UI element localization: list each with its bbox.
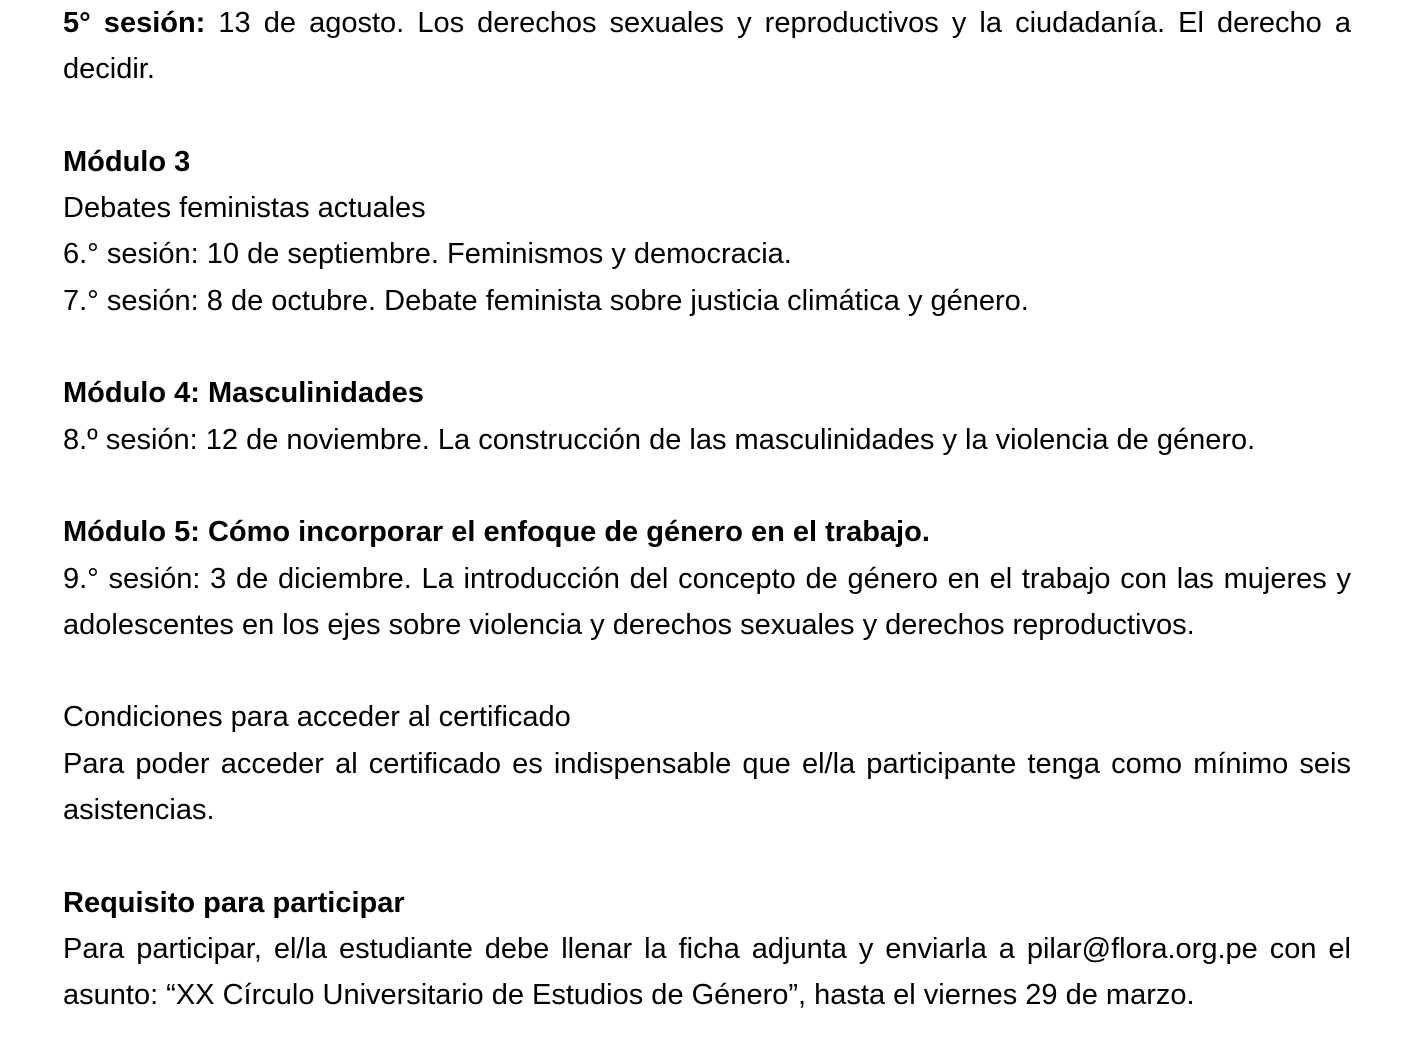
session-5-text: 13 de agosto. Los derechos sexuales y reproductivos y la ciudadanía. El derecho a decidir. [63,7,1352,86]
module-5-heading: Módulo 5: Cómo incorporar el enfoque de género en el trabajo. [63,516,930,549]
module-3-subtitle: Debates feministas actuales [63,192,426,225]
spacer [63,463,1351,509]
certificate-heading: Condiciones para acceder al certificado [63,701,571,734]
spacer [63,648,1351,694]
module-3-heading: Módulo 3 [63,145,191,178]
module-4-heading: Módulo 4: Masculinidades [63,377,424,410]
requirement-paragraph: Para participar, el/la estudiante debe llenar la ficha adjunta y enviarla a pilar@flora.org.pe con el asunto: “XX Círculo Universitario de Estudios de Género”, hasta el viernes 29 de marzo. [63,932,1351,1012]
spacer [63,324,1351,370]
spacer [63,833,1351,879]
requirement-heading: Requisito para participar [63,886,405,919]
certificate-paragraph: Para poder acceder al certificado es indispensable que el/la participante tenga como mínimo seis asistencias. [63,747,1351,827]
session-6-line: 6.° sesión: 10 de septiembre. Feminismos y democracia. [63,238,792,271]
document-page [63,0,1351,1019]
session-5-label: 5° sesión: [63,7,206,39]
spacer [63,93,1351,139]
session-7-line: 7.° sesión: 8 de octubre. Debate feminista sobre justicia climática y género. [63,284,1029,317]
session-9-paragraph: 9.° sesión: 3 de diciembre. La introducción del concepto de género en el trabajo con las mujeres y adolescentes en los ejes sobre violencia y derechos sexuales y derechos reproductivos. [63,562,1351,641]
session-8-line: 8.º sesión: 12 de noviembre. La construcción de las masculinidades y la violencia de género. [63,423,1256,456]
session-5-paragraph [63,0,1351,93]
